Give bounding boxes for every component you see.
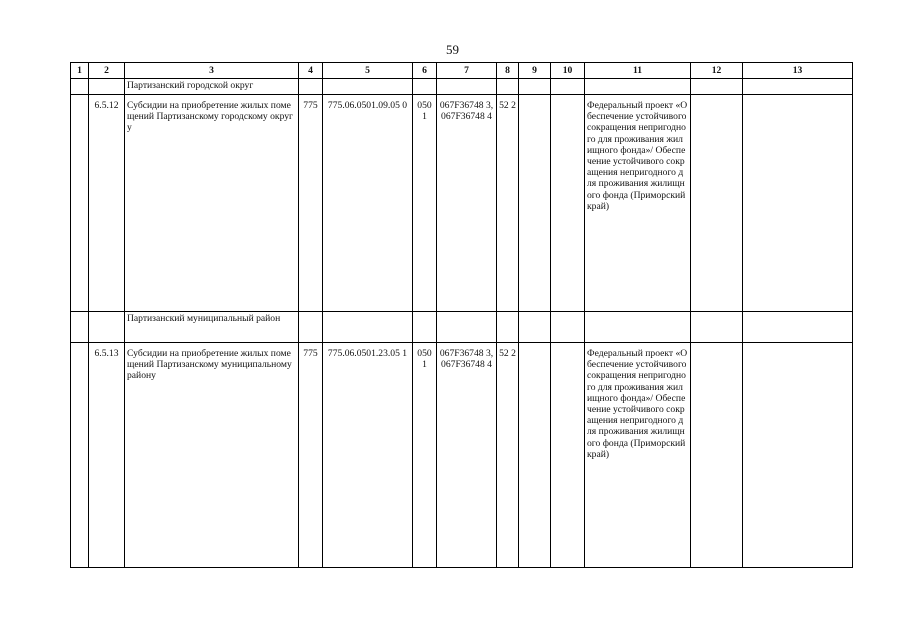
item-col8: 52 2 <box>497 343 519 568</box>
item-col7: 067F36748 3, 067F36748 4 <box>437 343 497 568</box>
header-cell: 2 <box>89 63 125 79</box>
item-col5: 775.06.0501.23.05 1 <box>323 343 413 568</box>
table-cell <box>437 79 497 95</box>
item-name: Субсидии на приобретение жилых помещений Партизанскому городскому округу <box>125 95 299 312</box>
table-cell <box>743 343 853 568</box>
section-title: Партизанский городской округ <box>125 79 299 95</box>
table-cell <box>551 312 585 343</box>
table-cell <box>551 95 585 312</box>
table-cell <box>299 79 323 95</box>
table-cell <box>519 312 551 343</box>
table-cell <box>585 79 691 95</box>
item-col7: 067F36748 3, 067F36748 4 <box>437 95 497 312</box>
section-title: Партизанский муниципальный район <box>125 312 299 343</box>
table-cell <box>743 95 853 312</box>
table-cell <box>323 79 413 95</box>
table-cell <box>437 312 497 343</box>
table-cell <box>691 343 743 568</box>
table-cell <box>71 343 89 568</box>
table-cell <box>413 79 437 95</box>
table-cell <box>551 79 585 95</box>
table-cell <box>691 312 743 343</box>
table-cell <box>743 312 853 343</box>
header-cell: 13 <box>743 63 853 79</box>
item-name: Субсидии на приобретение жилых помещений Партизанскому муниципальному району <box>125 343 299 568</box>
table-cell <box>413 312 437 343</box>
table-cell <box>691 79 743 95</box>
table-cell <box>497 79 519 95</box>
table-cell <box>89 312 125 343</box>
item-col6: 050 1 <box>413 95 437 312</box>
table-cell <box>71 95 89 312</box>
header-cell: 7 <box>437 63 497 79</box>
header-cell: 3 <box>125 63 299 79</box>
header-cell: 4 <box>299 63 323 79</box>
header-cell: 1 <box>71 63 89 79</box>
item-col4: 775 <box>299 95 323 312</box>
table-cell <box>71 312 89 343</box>
page-number: 59 <box>446 42 459 57</box>
table-cell <box>551 343 585 568</box>
header-cell: 10 <box>551 63 585 79</box>
item-col5: 775.06.0501.09.05 0 <box>323 95 413 312</box>
item-col8: 52 2 <box>497 95 519 312</box>
header-cell: 8 <box>497 63 519 79</box>
table-cell <box>519 343 551 568</box>
table-cell <box>299 312 323 343</box>
table-cell <box>519 95 551 312</box>
section-row <box>71 79 853 95</box>
section-row <box>71 312 853 343</box>
table-cell <box>497 312 519 343</box>
header-cell: 6 <box>413 63 437 79</box>
item-code: 6.5.12 <box>89 95 125 312</box>
item-code: 6.5.13 <box>89 343 125 568</box>
table-row <box>71 343 853 568</box>
header-cell: 9 <box>519 63 551 79</box>
table-row <box>71 95 853 312</box>
table-cell <box>89 79 125 95</box>
budget-table <box>70 62 853 568</box>
table-cell <box>71 79 89 95</box>
table-cell <box>691 95 743 312</box>
table-cell <box>743 79 853 95</box>
item-col11: Федеральный проект «Обеспечение устойчивого сокращения непригодного для проживания жилищного фонда»/ Обеспечение устойчивого сокращения непригодного для проживания жилищного фонда (Приморский край) <box>585 95 691 312</box>
table-cell <box>519 79 551 95</box>
header-cell: 5 <box>323 63 413 79</box>
header-row <box>71 63 853 79</box>
header-cell: 12 <box>691 63 743 79</box>
item-col11: Федеральный проект «Обеспечение устойчивого сокращения непригодного для проживания жилищного фонда»/ Обеспечение устойчивого сокращения непригодного для проживания жилищного фонда (Приморский край) <box>585 343 691 568</box>
item-col6: 050 1 <box>413 343 437 568</box>
table-cell <box>585 312 691 343</box>
item-col4: 775 <box>299 343 323 568</box>
table-cell <box>323 312 413 343</box>
header-cell: 11 <box>585 63 691 79</box>
